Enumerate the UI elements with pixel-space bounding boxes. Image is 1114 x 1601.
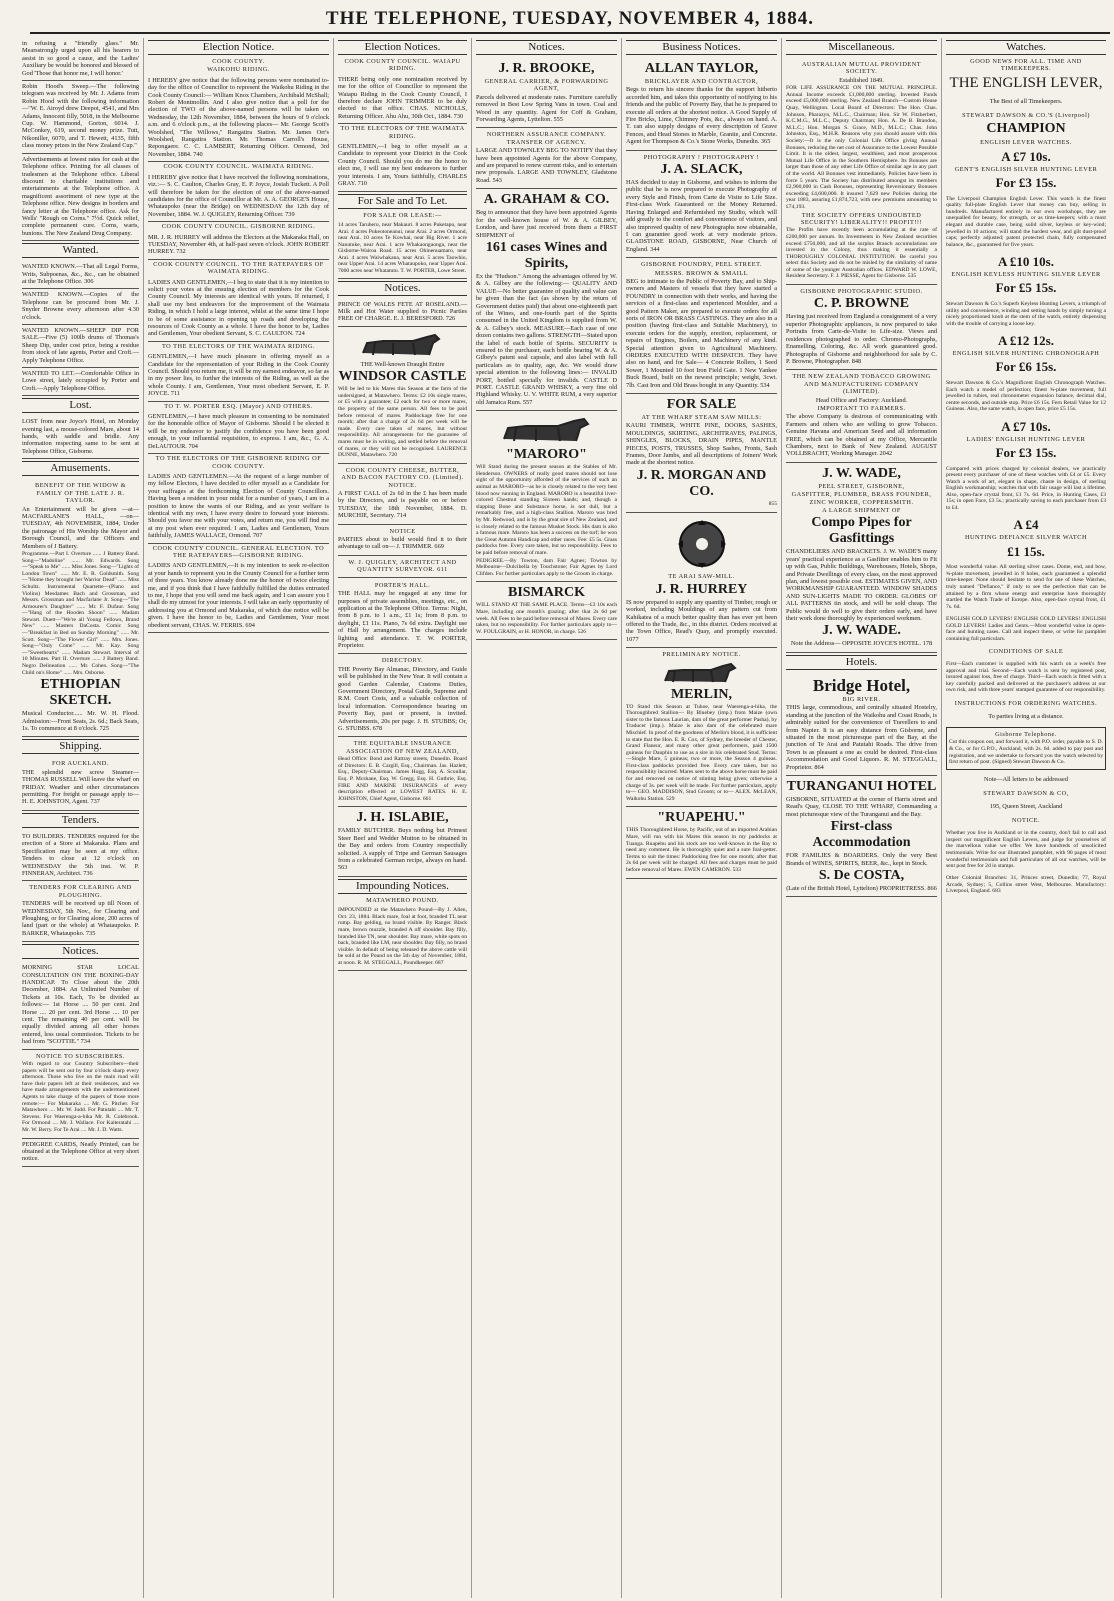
election-ad-4: LADIES AND GENTLEMEN,—I beg to state that it is my intention to solicit your votes at the ensuing election of members for the Cook County Council. My interests are identical with yours. If returned, I shall use my best endeavors for the improvement of the Waimata Riding, in which I hold a large interest, whilst at the same time I hope to be of some assistance in opening up roads and developing the resources of Cook County as a whole. I have the honor to be, Ladies and Gentlemen, Your obedient Servant, S. C. CAULTON. 724	[148, 277, 329, 342]
price-5-title: HUNTING DEFIANCE SILVER WATCH	[964, 534, 1088, 542]
election-ad-2: I HEREBY give notice that I have received the following nominations, viz.:— S. C. Caulton, Charles Gray, E. P. Joyce, Josiah Tuckett. A Poll will therefore be taken for the election of one of the above-named candidates for the office of Councillor at Mr. A. A. GEORGE'S House, Whataupoko (near the Bridge) on WEDNESDAY the 12th day of November, 1884. W. J. QUIGLEY, Returning Officer. 739	[148, 172, 329, 222]
section-election-notice: Election Notice.	[148, 40, 329, 55]
price-5-desc: Most wonderful value. All sterling silver cases. Dome, end, and bow, ¾-plate movement, jewelled in 8 holes, each guaranteed a splendid time-keeper. None should hesitate to send for one of these Watches, truly named "Defiance," if only to see the perfection that can be attained by a firm whose energy and enterprise have thoroughly startled the Watch Trade of Europe. Also, open-face crystal front, £1 7s. 6d.	[946, 564, 1106, 610]
shipping-body: THE splendid new screw Steamer— THOMAS RUSSELL Will leave the wharf on FRIDAY. Weather and other circumstances permitting. For freight or passage apply to— H. E. JOHNSTON, Agent. 737	[22, 768, 139, 806]
preliminary-title: PRELIMINARY NOTICE.	[662, 651, 741, 659]
cheese-body: A FIRST CALL of 2s 6d in the £ has been made by the Directors, and is payable on or before TUESDAY, the 18th November, 1884. D. MURCHIE, Secretary. 714	[338, 490, 467, 520]
windsor-body: Will be led to his Mares this Season at the farm of the undersigned, at Matawhero. Terms: £2 10s single mares, or £5 with a guarantee; £2 each for two or more mares, the property of the same person. All fees to be paid before removal of mares. Paddockage free for one month; after that a charge of 2s 6d per week will be made. Every care taken of mares, but without responsibility. All arrangements for the guarantee of mares must be in writing, and settled before the removal of mares, or they will not be recognised. LAURENCE DUNNE, Matawhero. 720	[338, 386, 467, 459]
masthead	[30, 8, 1110, 34]
tender-ad-1: TO BUILDERS. TENDERS required for the erection of a Store at Makaraka. Plans and Specification may be seen at my office. Tenders to close at 12 o'clock on WEDNESDAY the 5th inst. W. P. FINNERAN, Architect. 736	[22, 831, 139, 881]
price-2-offer: For £5 15s.	[995, 280, 1057, 296]
good-news: GOOD NEWS FOR ALL. TIME AND TIMEKEEPERS.	[970, 58, 1082, 73]
horse-illustration-icon	[353, 331, 453, 359]
wanted-ad-1: WANTED KNOWN.—That all Legal Forms, Writs, Subpoenas, &c., &c., can be obtained at the Telephone Office. 306	[22, 261, 139, 289]
turanganui-hotel-ad	[786, 776, 937, 897]
coupon-box	[946, 727, 1106, 770]
election-ad-8: LADIES AND GENTLEMEN,—It is my intention to seek re-election at your hands to represent you in the County Council for a further term of three years. You know already done me the honor of twice electing me, and if you think that I have faithfully fulfilled the duties entrusted to me, I hope that you will send me back again, and I can assure you I shall do my utmost for your interests. I will take an early opportunity of addressing you at Ormond and Makaraka, of which due notice will be given. I have the honor to be, Ladies and Gentlemen, Your most obedient servant, CHAS. W. FERRIS. 694	[148, 560, 329, 633]
brooke-sub: GENERAL CARRIER, & FORWARDING AGENT,	[484, 78, 609, 93]
foundry-body: BEG to intimate to the Public of Poverty Bay, and to Ship-owners and Masters of vessels that they have started a FOUNDRY in connection with their works, and having the services of a first-class and experienced Moulder, and a good Pattern Maker, are prepared to execute orders for all sorts of IRON OR BRASS CASTINGS. They are also in a position (having first-class and Suitable Machinery), to execute orders for the supply, erection, replacement, or repairs of Engines, Boilers, and Machinery of any kind. Special attention given to Agricultural Machinery. ORDERS EXECUTED WITH DESPATCH. They have also on hand, and for Sale— 4 Concrete Rollers, 1 Seed Sower, 1 Mounted 10 foot Iron Field Gate. 1 New Yankee Buck Board, built on the newest principle; weight, 3cwt. 7lb. Cast Iron and Old Brass bought in any Quantity. 534	[626, 277, 777, 389]
taylor-body: Begs to return his sincere thanks for the support hitherto accorded him, and takes this opportunity of notifying to his friends and the public of Poverty Bay, that he is prepared to execute all orders at the shortest notice. A Good Supply of Fire Bricks, Lime, Chimney Pots, &c., always on hand. A. T. can also supply designs of every description of Grave Fences, and Head Stones in Marble, Granite, and Concrete. Agent for Thompson & Co.'s Stone Works, Dunedin. 365	[626, 86, 777, 146]
amp-security: THE SOCIETY OFFERS UNDOUBTED SECURITY! LIBERALITY!! PROFIT!!!	[800, 211, 923, 226]
porters-hall-title: PORTER'S HALL.	[374, 581, 431, 589]
browne-name: C. P. BROWNE	[813, 296, 910, 312]
coupon-title: Gisborne Telephone.	[995, 730, 1057, 738]
watches-notice-body: Whether you live in Auckland or in the country, don't fail to call and inspect our magnificent English Levers, and judge for yourselves of the marvellous value we offer. We have hundreds of unsolicited testimonials. Write for our illustrated pamphlet, with 90 pages of most wonderful testimonials and full particulars of all our watches, will be sent post free for 2d in stamps.	[946, 830, 1106, 870]
graham-body-2: Ex the "Hudson." Among the advantages offered by W. & A. Gilbey are the following:— QUALITY AND VALUE—No better guarantee of quality and value can be given than the fact (as shown by the return of Government duties paid) that about one-eighteenth part of the Wines, and one-fourth part of the Spirits consumed in the United Kingdom is supplied from W. & A. Gilbey's stock. MEASURE—Each case of one dozen contains two gallons. STRENGTH—Stated upon the label of each bottle of Spirits. SECURITY is ensured to the purchaser, each bottle bearing W. & A. Gilbey's patent seal capsule, and also label with full particulars as to quality, age, &c. We would draw special attention to the following lines:— INVALID PORT, bottled specially for invalids. CASTLE D PORT. CASTLE GRAND WHISKY, a very fine old Highland Whisky. U. V. WHITE RUM, a very superior old Jamaica Rum. 557	[476, 272, 617, 406]
stewart-dawson: STEWART DAWSON & CO.'S (Liverpool)	[962, 111, 1090, 119]
section-miscellaneous: Miscellaneous.	[786, 40, 937, 55]
taylor-sub: BRICKLAYER AND CONTRACTOR,	[644, 78, 759, 85]
amusement-title: BENEFIT OF THE WIDOW & FAMILY OF THE LATE J. R. TAYLOR.	[35, 482, 126, 505]
wade-address: PEEL STREET, GISBORNE,	[818, 482, 905, 490]
news-item-advert: Advertisements at lowest rates for cash at the Telephone office. Printing for all classes of tradesmen at the Telephone office. Liberal discount to charitable institutions and entertainments at the Telephone office. A magnificent assortment of new type at the Telephone office. New designs in borders and fancy letter at the Telephone office. Ask for Wells' "Rough on Corns." 7½d. Quick relief, complete permanent cure. Corns, warts, bunions. The New Zealand Drug Company.	[22, 154, 139, 241]
subscribers-title: NOTICE TO SUBSCRIBERS.	[36, 1052, 125, 1060]
porters-hall-ad	[338, 579, 467, 655]
ruapehu-ad	[626, 807, 777, 878]
porters-hall-body: THE HALL may be engaged at any time for purposes of private assemblies, meetings, etc., on application at the Telephone Office. Terms: Night, from 8 p.m. to 1 a.m., £1 1s; from 8 p.m. to daylight, £1 11s. Piano, 7s 6d extra. Daylight use of Hall by arrangement. The charges include lighting and attendance. T. W. PORTER, Proprietor.	[338, 590, 467, 649]
bridge-hotel-ad	[786, 673, 937, 776]
lease-title: FOR SALE OR LEASE:—	[363, 211, 442, 219]
trimmer-ad	[338, 525, 467, 556]
equitable-title: THE EQUITABLE INSURANCE ASSOCIATION OF NEW ZEALAND,	[345, 740, 460, 755]
column-1	[18, 38, 144, 1598]
section-amusements: Amusements.	[22, 461, 139, 476]
wanted-ad-4: WANTED TO LET.—Comfortable Office in Lowe street, lately occupied by Porter and Croft.—Apply Telephone Office.	[22, 368, 139, 396]
waikohu-riding: WAIKOHU RIDING.	[207, 66, 270, 74]
hurrey-body: IS now prepared to supply any quantity of Timber, rough or worked, including Mouldings of any pattern cut from Kahikatea of a much better quality than has ever yet been offered to the Trade, &c., in this district. Orders received at the Town Office, Read's Quay, and promptly executed. 1077	[626, 598, 777, 643]
wade-body: CHANDELIERS AND BRACKETS. J. W. WADE'S many years' practical experience as a Gasfitter enables him to Fit up with Gas, Public Buildings, Warehouses, Hotels, Shops, and Private Dwellings of every class, on the most approved plan, and lowest possible cost. ESTIMATES GIVEN, AND WORKMANSHIP GUARANTEED. WINDOW SHADES AND SUN-LIGHTS MADE TO ORDER. GLOBES OF ALL PATTERNS tin stock, and will be sold cheap. The Public would do well to give their orders early, and have their work done thoroughly by experienced workmen.	[786, 548, 937, 623]
amp-established: Established 1849.	[839, 76, 884, 84]
turanganui-body: GISBORNE, SITUATED at the corner of Harris street and Read's Quay, CLOSE TO THE WHARF, Commanding a most picturesque view of the Turanganui and the Bay.	[786, 795, 937, 818]
wanted-ad-2: WANTED KNOWN.—Copies of the Telephone can be procured from Mr. J. Snyder Browne every afternoon after 4.30 o'clock.	[22, 289, 139, 325]
tender-ad-2	[22, 881, 139, 942]
tender-2-title: TENDERS FOR CLEARING AND PLOUGHING.	[29, 884, 132, 899]
section-business-notices: Business Notices.	[626, 40, 777, 55]
foundry-ad	[626, 258, 777, 394]
column-3	[334, 38, 472, 1598]
tobacco-title: THE NEW ZEALAND TOBACCO GROWING AND MANUFACTURING COMPANY (LIMITED).	[792, 373, 931, 396]
gold-levers: ENGLISH GOLD LEVERS! ENGLISH GOLD LEVERS! ENGLISH GOLD LEVERS! Ladies and Gents.—Most wonderful value in open-face and hunting cases. Call and inspect these, or write for pamphlet containing full particulars.	[946, 616, 1106, 642]
brooke-ad	[476, 58, 617, 128]
graham-body: Beg to announce that they have been appointed Agents for the well-known house of W. & A. GILBEY, London, and have just received from them a FIRST SHIPMENT of	[476, 209, 617, 239]
price-2-title: ENGLISH KEYLESS HUNTING SILVER LEVER	[951, 270, 1101, 278]
ruapehu-name: "RUAPEHU."	[657, 810, 746, 826]
browne-body: Having just received from England a consignment of a very superior Photographic appliances, is now prepared to take Portraits from Carte-de-Visite to Life-size. Views and residences photographed to order. Chromo-Photographs, Enamelling, Coloring, &c. All work guaranteed good. Photographs of Gisborne and neighborhood for sale by C. P. Browne, Photographer. 848	[786, 313, 937, 365]
trimmer-body: PARTIES about to build would find it to their advantage to call on— J. TRIMMER. 669	[338, 536, 467, 551]
wanted-ad-3: WANTED KNOWN.—SHEEP DIP FOR SALE.—Five (5) 100lb drums of Thomas's Sheep Dip, under cost price, being a residue from stock of late agents, Porter and Croft.—Apply Telephone Office.	[22, 325, 139, 368]
election-4-title: COOK COUNTY COUNCIL. TO THE RATEPAYERS OF WAIMATA RIDING.	[153, 260, 324, 276]
watches-notice-title: NOTICE.	[1011, 817, 1041, 825]
price-1-title: GENT'S ENGLISH SILVER HUNTING LEVER	[954, 165, 1098, 173]
maroro-pedigree: PEDIGREE.—By Towton, dam Fair Agnes; Towton by Melbourne—Dulcibella by Touchstone; Fair Agnes by Lord Clifden. For further particulars apply to the Groom in charge.	[476, 557, 617, 577]
horse-illustration-icon	[492, 415, 602, 445]
waiapu-title: COOK COUNTY COUNCIL. WAIAPU RIDING.	[344, 58, 461, 73]
section-election-notices: Election Notices.	[338, 40, 467, 55]
column-2	[144, 38, 334, 1598]
price-2-desc: Stewart Dawson & Co.'s Superb Keyless Hunting Levers, a triumph of utility and convenience, winding and setting hands by simply turning a nicely proportioned knob at the stem of the watch, entirely dispensing with the trouble of carrying a loose key.	[946, 300, 1106, 327]
shipping-destination: FOR AUCKLAND.	[52, 760, 109, 768]
slack-name: J. A. SLACK,	[660, 162, 743, 178]
election-ad-5: GENTLEMEN,—I have much pleasure in offering myself as a Candidate for the representation of your Riding in the Cook County Council. Should you return me, it will be my earnest endeavor, so far as in my power lies, to further the interests of the Riding, as well as the whole County. I am, Gentlemen, Your most obedient Servant, E. P. JOYCE. 711	[148, 351, 329, 401]
bridge-hotel-location: BIG RIVER.	[842, 695, 881, 703]
windsor-castle-ad	[338, 327, 467, 464]
price-3-desc: Stewart Dawson & Co.'s Magnificent English Chronograph Watches. Each watch a model of perfection; finest ¾-plate movement, full jewelled in rubies, real chronometer expansion balance, decimal dial, centre seconds, and outside stop. Price £6 15s. Fern Retail Value for 12 Guineas. Also, the same watch, in open face, price £5 15s.	[946, 379, 1106, 413]
section-shipping: Shipping.	[22, 739, 139, 754]
saw-blade-icon	[675, 517, 729, 571]
wade-name: J. W. WADE,	[822, 465, 901, 481]
election-ad-1: I HEREBY give notice that the following persons were nominated to-day for the office of Councillor to represent the Waikohu Riding in the Cook County Council:— William Knox Chambers, Archibald McShall; Robert de Montmollin. And I also give notice that a poll for the election of TWO of the above-named persons will be taken on Wednesday, the 12th November, 1884, between the hours of 9 o'clock a.m. and 6 o'clock p.m., at the following places— Mr. George Scott's Woolshed, "The Willows," Rangatira Station. Mr. James Orr's Woolshed, Rangatira Station. Mr. Thomas Carroll's House, Repongaere. C. C. LAMBERT, Returning Officer. Ormond, 3rd November, 1884. 740	[148, 75, 329, 162]
northern-title: NORTHERN ASSURANCE COMPANY. TRANSFER OF AGENCY.	[486, 131, 607, 146]
taylor-ad	[626, 58, 777, 151]
wade-shipment: A LARGE SHIPMENT OF	[822, 507, 901, 514]
tender-2-body: TENDERS will be received up till Noon of WEDNESDAY, 5th Nov., for Clearing and Ploughing, or for Clearing alone, 200 acres of land (part or the whole) at Whataupoko. P. BARKER, Whataupoko. 735	[22, 900, 139, 937]
slack-body: HAS decided to stay in Gisborne, and wishes to inform the public that he is now prepared to execute Photography of every Style and Finish, from Carte de Visite to Life Size. First-class Work Guaranteed or the Money Returned. Having Enlarged and Refurnished my Studio, which will add greatly to the comfort and convenience of visitors, and also improved quality of new Photographs now obtainable, I can guarantee good work at very moderate prices. GLADSTONE ROAD, GISBORNE, Near Church of England. 344	[626, 179, 777, 253]
turanganui-name: TURANGANUI HOTEL	[786, 778, 937, 794]
wade-ad	[786, 463, 937, 653]
amp-body-2: The Profits have recently been accumulating at the rate of £200,000 per annum. Its Investments in New Zealand securities exceed £750,000, and all the surplus Branch accumulations are invested in the Colony, thus making it essentially a THOROUGHLY COLONIAL INSTITUTION. Be careful you select this Society and do not be misled by the similarity of name of some of the younger Australian offices. EDWARD W. LOWE, Resident Secretary. F. J. PIESSE, Agent for Gisborne. 535	[786, 227, 937, 280]
election-2-title: COOK COUNTY COUNCIL. WAIMATA RIDING.	[163, 163, 314, 171]
waiapu-ad: THERE being only one nomination received by me for the office of Councillor to represent the Waiapu Riding in the Cook County Council, I therefore declare JOHN TRIMMER to be duly elected to that office. CHAS. NICHOLLS, Returning Officer. Ahu Ahu, 30th Oct., 1884. 730	[338, 74, 467, 124]
northern-body: LARGE AND TOWNLEY BEG TO NOTIFY that they have been appointed Agents for the above Company, and are prepared to renew current risks, and to entertain new proposals. LARGE AND TOWNLEY, Gladstone Road. 543	[476, 147, 617, 184]
equitable-ad	[338, 737, 467, 807]
election-8-title: COOK COUNTY COUNCIL. GENERAL ELECTION. TO THE RATEPAYERS—GISBORNE RIDING.	[152, 544, 325, 559]
bismarck-ad	[476, 582, 617, 640]
merlin-name: MERLIN,	[670, 686, 733, 702]
price-4: A £7 10s.	[1001, 418, 1051, 434]
graham-ad	[476, 189, 617, 411]
amusement-programme: Programme.—Part I. Overture ...... J Battery Band. Song—"Madoline" ...... Mr. Edwards. Song—"Speak to Me" ...... Miss Jones. Song—"Lights of London Town" ...... Mr. E. R. Goldsmith. Song—"Home they brought her Warrior Dead" ...... Miss Schultz. Instrumental Quartette—(Piano and Violins) Mesdames Bach and Grossman, and Messrs. Grossman and Macfarlane Jr. Song—"The Armourer's Daughter" ...... Mr. F. Dufaur. Song—"Hang of the Hooden Shoon" ...... Madam Stewart. Duett—"We're all Young Fellows, Brand New" ...... Masters DaCosta. Comic Song—"Breakfast in Bed on Sunday Morning" ...... Mr. Scott. Song—"The Flower Girl" ...... Mrs. Jones. Song—"Only Come" ...... Mr. Kay. Song—"Sweethearts" ...... Madam Stewart. Interval of 10 Minutes. Part II. Overture ...... J Battery Band. Negro Delineation ...... Mr. Cohen. Song—"The Child on's Home" ...... Mrs. Osborne.	[22, 550, 139, 676]
amp-society-ad	[786, 58, 937, 285]
instructions-body: To parties living at a distance.	[988, 713, 1064, 721]
brooke-body: Parcels delivered at moderate rates. Furniture carefully removed in Best Low Spring Vans in town. Coal and Wood in any quantity. Agent for Coff & Graham, Forwarding Agents, Lyttelton. 555	[476, 93, 617, 124]
election-ad-3: MR. J. R. HURREY will address the Electors at the Makaraka Hall, on TUESDAY, November 4th, at half-past seven o'clock. JOHN ROBERT HURREY. 732	[148, 232, 329, 260]
election-7-title: TO THE ELECTORS OF THE GISBORNE RIDING OF COOK COUNTY.	[155, 455, 322, 470]
wade-compo: Compo Pipes for Gasfittings	[811, 515, 912, 547]
section-for-sale: For Sale and To Let.	[338, 194, 467, 209]
photography-title: PHOTOGRAPHY ! PHOTOGRAPHY !	[643, 153, 760, 161]
for-sale-heading: FOR SALE	[666, 397, 737, 413]
studio-title: GISBORNE PHOTOGRAPHIC STUDIO.	[800, 288, 923, 296]
ethiopian-sketch: ETHIOPIAN SKETCH.	[40, 677, 121, 709]
masthead-title: THE TELEPHONE, TUESDAY, NOVEMBER 4, 1884.	[325, 8, 815, 29]
english-lever-watches: ENGLISH LEVER WATCHES.	[980, 139, 1072, 147]
islabie-body: FAMILY BUTCHER. Buys nothing but Primest Steer Beef and Wedder Mutton to be obtained in the Bay and orders from Country respectfully solicited. A supply of Tripe and German Sausages from a celebrated German recipe, always on hand. 563	[338, 827, 467, 872]
directory-body: THE Poverty Bay Almanac, Directory, and Guide will be published in the New Year. It will contain a good Garden Calendar, Customs Duties, Government Directory, Postal Guide, Supreme and R.M. Court Costs, and a valuable collection of local information. Correspondence bearing on Poverty Bay, past or present, is invited. Advertisements, 20s per page. J. H. STUBBS; Or, G. STUBBS. 678	[338, 665, 467, 732]
merlin-ad	[626, 648, 777, 807]
price-3-offer: For £6 15s.	[995, 359, 1057, 375]
amusement-body: An Entertainment will be given —at— MACFARLANE'S HALL, —on— TUESDAY, 4th NOVEMBER, 1884, Under the patronage of His Worship the Mayor and Borough Council, and the Officers and Members of J Battery.	[22, 505, 139, 550]
bridge-hotel-name: Bridge Hotel,	[812, 675, 911, 695]
amusement-ad	[22, 479, 139, 737]
consultation-ad: MORNING STAR LOCAL CONSULTATION ON THE BOXING-DAY HANDICAP. To Close about the 20th December, 1884. An Unlimited Number of Tickets at 10s. Each, To be divided as follows:— 1st Horse .... 50 per cent. 2nd Horse .... 20 per cent. 3rd Horse .... 10 per cent. The remaining 40 per cent. will be equally divided among all other horses entered, less usual commission. Tickets to be had from "SCOTTIE." 734	[22, 962, 139, 1049]
section-wanted: Wanted.	[22, 243, 139, 258]
equitable-body: Head Office: Bond and Rattray streets, Dunedin. Board of Directors: E. B. Cargill, Esq., Chairman. Jas. Hazlett, Esq., Deputy-Chairman. James Hogg, Esq. A. Scoullar, Esq. P. Mcshane, Esq. W. Gregg, Esq. H. Guthrie, Esq. FIRE AND MARINE INSURANCES of every description effected at LOWEST RATES. H. E. JOHNSTON, Chief Agent, Gisborne. 661	[338, 756, 467, 802]
branches: Other Colonial Branches: 31, Princes street, Dunedin; 77, Royal Arcade, Sydney; 5, Collins street West, Melbourne. Manufactory: Liverpool, England. 683	[946, 875, 1106, 895]
conditions-title: CONDITIONS OF SALE	[988, 647, 1064, 655]
tobacco-office: Head Office and Factory: Auckland.	[815, 396, 908, 404]
lost-ad: LOST from near Joyce's Hotel, on Monday evening last, a mouse-colored Mare, about 14 hands, with saddle and bridle. Any information respecting same to be sent at Telephone Office, Gisborne.	[22, 416, 139, 459]
prince-fete-ad: PRINCE OF WALES FETE AT ROSELAND.—Milk and Hot Water supplied to Picnic Parties FREE OF CHARGE. E. J. BERESFORD. 726	[338, 299, 467, 327]
wade-trades: GASFITTER, PLUMBER, BRASS FOUNDER, ZINC WORKER, COPPERSMITH.	[791, 491, 932, 506]
news-item-sweep: Robin Hood's Sweep.—The following telegram was received by Mr. J. Adams from Robin Hood with the following information—"W. E. Airoyd drew Deepot, 4541, and Mrs Adams, Innocent filly, 5018, in the Melbourne Cup. W. Hammond, Gorton, 6014. J. McConkey, 619, second money prize. Tutt, Nikoniller, 6070, and T. Hewett, 4135, fifth class money prizes in the New Zealand Cup."	[22, 81, 139, 154]
price-3-title: ENGLISH SILVER HUNTING CHRONOGRAPH	[952, 349, 1100, 357]
browne-studio-ad	[786, 285, 937, 370]
english-lever-title: THE ENGLISH LEVER,	[949, 74, 1103, 91]
election-3-title: COOK COUNTY COUNCIL. GISBORNE RIDING.	[161, 223, 316, 231]
bismarck-body: WILL STAND AT THE SAME PLACE. Terms—£3 10s each Mare, including one month's grazing; after that 2s 6d per week. All Fees to be paid before removal of Mares. Every care taken, but no responsibility. For further particulars apply to— W. FOULGRAIN, or H. HONOR, in charge. 526	[476, 602, 617, 635]
directory-ad	[338, 654, 467, 737]
tobacco-ad	[786, 370, 937, 462]
brooke-name: J. R. BROOKE,	[498, 61, 595, 76]
price-3: A £12 12s.	[998, 332, 1054, 348]
islabie-ad	[338, 807, 467, 876]
bismarck-name: BISMARCK	[507, 585, 585, 601]
address-name: STEWART DAWSON & CO,	[983, 789, 1069, 797]
graham-name: A. GRAHAM & CO.	[483, 192, 610, 208]
address-title: Note—All letters to be addressed	[984, 776, 1068, 784]
morgan-name: J. R. MORGAN AND CO.	[636, 467, 767, 499]
tobacco-body: The above Company is desirous of communicating with Farmers and others who are willing to grow Tobacco. Genuine Havana and American Seed and all information FREE, which can be obtained at my Office, Mercantile Chambers, next to Bank of New Zealand. AUGUST VOLLBRACHT, Working Manager. 2042	[786, 413, 937, 458]
windsor-name: WINDSOR CASTLE	[338, 369, 467, 385]
election-6-title: TO T. W. PORTER ESQ. (Mayor) AND OTHERS.	[164, 402, 313, 410]
amp-body: FOR LIFE ASSURANCE ON THE MUTUAL PRINCIPLE. Annual Income exceeds £1,000,000 sterling. Invested Funds exceed £5,000,000 sterling. New Zealand Branch—Custom House Quay, Wellington. Local Board of Directors: The Hon. Chas. Johnson, Pharazyn, M.L.C., Chairman; Hon. Sir W. Fitzherbert, K.C.M.G., M.L.C., Deputy Chairman; Hon. A. De B. Brandon, M.L.C.; Hon. Morgan S. Grace, M.D., M.L.C.; Chas. John Johnston, Esq., M.H.R. Reasons why you should assure with this Society:—It is the only Colonial Life Office giving Annual Bonuses, reducing the net cost of Assurance to the Lowest Possible Limit. It is the oldest, largest, wealthiest, and most prosperous Mutual Life Office in the Southern Hemisphere. Its Bonuses are larger than those of any other Life Office of similar age in any part of the world. All Bonuses vest immediately. Policies have been in force 5 years. The Society has distributed amongst its members £2,900,000 in Cash Bonuses, representing Reversionary Bonuses exceeding £4,600,000. It insured 7,629 new Policies during the year 1883, assuring £1,874,723, with new premiums amounting to £74,193.	[786, 85, 937, 210]
price-1: A £7 10s.	[1001, 148, 1051, 164]
wade-note: Note the Address— OPPOSITE JOYCE'S HOTEL. 178	[790, 640, 933, 648]
price-1-desc: The Liverpool Champion English Lever. This watch is the finest quality full-plate English Lever that money can buy, selling in hundreds. Manufactured entirely in our own workshops, they are unequalled for beauty, for strength, or as time-keepers; with a most elegant and durable case, being solid silver, keyless or key-wind; jewelled in 10 actions; will stand the hardest wear, and gilt dust-proof caps; perfectly adjusted; patent protected chain, fully compensated balance, &c., guaranteed for five years.	[946, 195, 1106, 248]
horse-illustration-icon	[657, 661, 747, 685]
gray-title: TO THE ELECTORS OF THE WAIMATA RIDING.	[340, 125, 465, 140]
costa-sub: (Late of the British Hotel, Lyttelton) PROPRIETRESS. 866	[786, 884, 937, 892]
section-lost: Lost.	[22, 398, 139, 413]
price-4-offer: For £3 15s.	[995, 444, 1057, 460]
ruapehu-body: THIS Thoroughbred Horse, by Pacific, out of an imported Arabian Mare, will run with his Mares this season in my paddocks at Tuanga. Ruapehu and his stock are too well-known in the Bay to need any comment. He is thoroughly quiet and a sure foal-getter. Terms to suit the times: Paddocking free for one month; after that 2s 6d per week will be charged. All fees and charges must be paid before removal of Mares. EWEN CAMERON. 533	[626, 827, 777, 873]
cheese-title: COOK COUNTY CHEESE, BUTTER, AND BACON FACTORY CO. (Limited). NOTICE.	[341, 466, 464, 489]
trimmer-title: NOTICE	[389, 527, 416, 535]
subscribers-body: With regard to our Country Subscribers—their papers will be sent out by four o'clock sharp every afternoon. Those who live on the main road will have their papers left at their residences, and we have made arrangements with the undermentioned Agents to take charge of the papers of those more remote:— For Makaraka .... Mr. G. Pitcher. For Matawhero .... Mr. W. Judd. For Patutahi .... Mr. T. Stevens. For Waerenga-a-hika Mr. R. Colebrook. For Ormond .... Mr. J. Wallace. For Kaiteratahi .... Mr. W. Berry. For Te Arai .... Mr. J. D. Watts.	[22, 1061, 139, 1133]
address-street: 195, Queen Street, Auckland	[989, 803, 1063, 811]
section-notices-4: Notices.	[476, 40, 617, 55]
price-4-desc: Compared with prices charged by colonial dealers, we practically present every purchaser of one of these watches with £4 or £5. Every Watch a work of art, elegant in shape, chaste in design, of sterling English workmanship; watches that with fair usage will last a lifetime. Also, open-face crystal front, £1 7s. 6d. Price, in Hunting Cases, £3 15s; in open Face, £3 5s.; practically saving to each purchaser from £3 to £4.	[946, 465, 1106, 512]
price-4-title: LADIES' ENGLISH HUNTING LEVER	[966, 435, 1086, 443]
election-5-title: TO THE ELECTORS OF THE WAIMATA RIDING.	[161, 342, 316, 350]
merlin-body: TO Stand this Season at Tuhoe, near Waerenga-a-hika, the Thoroughbred Stallion— By Bluebey (imp.) from Maize (own sister to the famous Laurian, dam of the great performer Pasha), by Traducer (imp.). Maize is also dam of the celebrated mare Mischief. In proof of the goodness of Merlin's blood, it is sufficient to state that the Hon. E. R. Cox, of Sydney, the breeder of Chester, Grand Flaneur, and many other great performers, paid 1500 guineas for Dauphin to use as a sire in his celebrated Stud. Terms:—Single Mare, 5 guineas; two or more, the Season 4 guineas. First-class paddocks provided free. Every care taken, but no responsibility incurred. Mares sent to the above horse must be paid for and removed on notice of stinting being given; otherwise a charge of 3s. per week will be made. For further particulars, apply to— GEO. MADDISON, Stud Groom; or to— ALEX. McLEAN, Waikohu Station. 529	[626, 703, 777, 802]
english-lever-sub: The Best of all Timekeepers.	[989, 98, 1063, 106]
turanganui-accommodation: First-class Accommodation	[812, 819, 911, 851]
amp-title: AUSTRALIAN MUTUAL PROVIDENT SOCIETY.	[801, 61, 922, 76]
directory-title: DIRECTORY.	[381, 657, 424, 665]
graham-cases: 161 cases Wines and Spirits,	[485, 239, 608, 271]
section-notices-1: Notices.	[22, 944, 139, 959]
column-5	[622, 38, 782, 1598]
cheese-ad	[338, 464, 467, 525]
election-ad-7: LADIES AND GENTLEMEN.—At the request of a large number of my fellow Electors, I have decided to offer myself as a Candidate for your suffrages at the forthcoming Election of County Councillors. Having been a resident in your midst for a number of years, I am in a position to know the wants of our Riding, and as your welfare is identical with my own, I have every desire to forward your interests. Should you favor me with your votes, and return me, you will find me at my post when ever required. I am, Ladies and Gentlemen, Yours faithfully, JAMES WALLACE, Ormond. 707	[148, 471, 329, 544]
amusement-admission: Musical Conductor...... Mr. W. H. Flood. Admission:—Front Seats, 2s. 6d.; Back Seats, 1s. To commence at 8 o'clock. 725	[22, 710, 139, 733]
slack-ad	[626, 151, 777, 258]
conditions-body: First—Each customer is supplied with his watch on a week's free approval and trial. Second—Each watch is sent by registered post, insured against loss, free of charge. Third—Each watch is fitted with a key carefully packed and delivered at the purchaser's address at our own risk, and with three years' stamped guarantee of our responsibility.	[946, 660, 1106, 694]
gray-ad: GENTLEMEN,—I beg to offer myself as a Candidate to represent your District in the Cook County Council. Should you do me the honor to elect me, I will use my best endeavors to further your interests. I am, Yours faithfully, CHARLES GRAY. 710	[338, 141, 467, 191]
section-hotels: Hotels.	[786, 655, 937, 670]
section-impounding: Impounding Notices.	[338, 879, 467, 894]
taylor-name: ALLAN TAYLOR,	[644, 61, 759, 76]
column-6	[782, 38, 942, 1598]
newspaper-page	[18, 38, 1110, 1598]
champion: CHAMPION	[986, 121, 1066, 137]
coupon-body: Cut this coupon out, and forward it, with P.O. order, payable to S. D. & Co., or for G.P.O., Auckland, with 2s. 6d. added to pay post and registration, and we undertake to forward you the watch selected by first return of post. (Signed) Stewart Dawson & Co.	[949, 739, 1103, 766]
subscribers-notice	[22, 1050, 139, 1139]
price-2: A £10 10s.	[998, 253, 1054, 269]
shipping-ad	[22, 757, 139, 810]
section-watches: Watches.	[946, 40, 1106, 55]
hurrey-ad	[626, 513, 777, 648]
foundry-sub: MESSRS. BROWN & SMAILL	[654, 269, 749, 277]
pound-ad: IMPOUNDED at the Matawhero Pound—By J. Allen, Oct. 23, 1884. Black mare, foal at foot, branded TL near rump. Bay gelding, no brand visible. By Ranger. Black mare, brown muzzle, branded A off shoulder. Bay filly, branded like TN, near shoulder. Bay mare, white spots on back, branded like LM, near shoulder. Bay filly, no brand visible. In default of being released the above cattle will be sold at the Pound on the 5th day of November, 1884, at noon. R. M. STEGGALL, Poundkeeper. 687	[338, 905, 467, 970]
maroro-name: "MARORO"	[506, 447, 587, 463]
price-1-offer: For £3 15s.	[995, 175, 1057, 191]
costa-name: S. De COSTA,	[818, 867, 905, 883]
pound-title: MATAWHERO POUND.	[366, 896, 439, 904]
price-5: A £4	[1013, 517, 1039, 533]
wade-signature: J. W. WADE.	[822, 623, 901, 639]
turanganui-body-2: FOR FAMILIES & BOARDERS. Only the very Best Brands of WINES, SPIRITS, BEER, &c., kept in Stock.	[786, 852, 937, 867]
sawmill-body: KAURI TIMBER, WHITE PINE, DOORS, SASHES, MOULDINGS, SKIRTING, ARCHITRAVES, PALINGS, SHINGLES, BLOCKS, DRAIN PIPES, MANTLE PIECES, POSTS, TRUSSES, Shop Sashes, Fronts, Sash Frames, Door Jambs, and all descriptions of Joiners' Work made at the shortest notice.	[626, 422, 777, 467]
section-notices-3: Notices.	[338, 281, 467, 296]
cook-county: COOK COUNTY.	[212, 58, 265, 65]
news-item-intro: in refusing a "friendly glass." Mr. Mearsstrongly urged upon all his hearers to assist in so good a cause, and the Ladies' Auxiliary be would be honored and blessed of God 'Those that honor me, I will honor.'	[22, 38, 139, 81]
sawmill-title: AT THE WHARF STEAM SAW MILLS:	[641, 414, 762, 422]
column-4	[472, 38, 622, 1598]
lease-ad: 14 acres Taruheru, near Makauri. 8 acres Puketapu, near Arai. 4 acres Pukeotoneanui, near Arai. 2 acres Ormond, near Arai. 10 acres Te Kowhai, near Big River. 1 acre Nanutuke, near Arai. 1 acre Whakaongaonga, near the Gisborne-Wairoa Road. 15 acres Ohinenuamaro, near Arai. 4 acres Waiwhakana, near Arai. 5 acres Taowhio, near Upper Arai. 14 acres Whataupoko, near Upper Arai. 7000 acres near Whatatutu. T. W. PORTER, Lowe Street.	[338, 220, 467, 279]
section-tenders: Tenders.	[22, 813, 139, 828]
column-7	[942, 38, 1110, 1598]
islabie-name: J. H. ISLABIE,	[356, 810, 449, 826]
te-arai-title: TE ARAI SAW-MILL.	[668, 573, 735, 581]
morgan-number: 855	[768, 500, 777, 507]
instructions-title: INSTRUCTIONS FOR ORDERING WATCHES.	[954, 699, 1098, 707]
maroro-ad	[476, 411, 617, 582]
northern-ad	[476, 128, 617, 189]
tobacco-important: IMPORTANT TO FARMERS.	[817, 404, 906, 412]
windsor-intro: THE Well-known Draught Entire	[360, 360, 445, 368]
price-5-offer: £1 15s.	[1007, 543, 1045, 559]
hurrey-name: J. R. HURREY	[655, 581, 748, 597]
sawmill-ad	[626, 394, 777, 513]
election-ad-6: GENTLEMEN,—I have much pleasure in consenting to be nominated for the honorable office of Mayor of Gisborne. Should I be elected it will be my endeavor to justify the confidence you have been good enough, in your influential requisition, to express. I am, &c., G. A. DeLAUTOUR. 704	[148, 411, 329, 454]
quigley-ad: W. J. QUIGLEY, ARCHITECT AND QUANTITY SURVEYOR. 611	[338, 557, 467, 578]
maroro-body: Will Stand during the present season at the Stables of Mr. Henderson. OWNERS of really good mares should not lose sight of the opportunity afforded of the services of such an animal as MARORO—as he is closely related to the very best blood now running in England. MARORO is a beautiful liver-colored Chestnut standing Sixteen hands; and, though a slapping Bone and Substance horse, is not dull, but a remarkably free, and a high-class Stallion. Maroro was bred by Mr. Redwood, and is by the great sire of New Zealand, and is closely related to the famous Musket Stock. His dam is also a famous mare. Maroro has been a success on the turf; he won the Great Autumn Handicap and other races. Fee: £5 5s. Grass paddocks free. Every care taken, but no responsibility. Fees to be paid before removal of mare.	[476, 464, 617, 556]
foundry-title: GISBORNE FOUNDRY, PEEL STREET.	[640, 261, 763, 269]
bridge-hotel-body: THIS large, commodious, and centrally situated Hostelry, standing at the junction of the Waikohu and Coast Roads, is admirably suited for the convenience of Travellers to and from Napier. It is an easy distance from Gisborne, and situated in the most picturesque part of the Bay, at the junction of Te Arai and Patutahi Roads. The drive from Town is as pleasant a one as could be desired. First-class Accommodation and Good Liquors. R. M. STEGGALL, Proprietor. 864	[786, 704, 937, 771]
pedigree-cards-ad: PEDIGREE CARDS, Neatly Printed, can be obtained at the Telephone Office at very short notice.	[22, 1139, 139, 1167]
